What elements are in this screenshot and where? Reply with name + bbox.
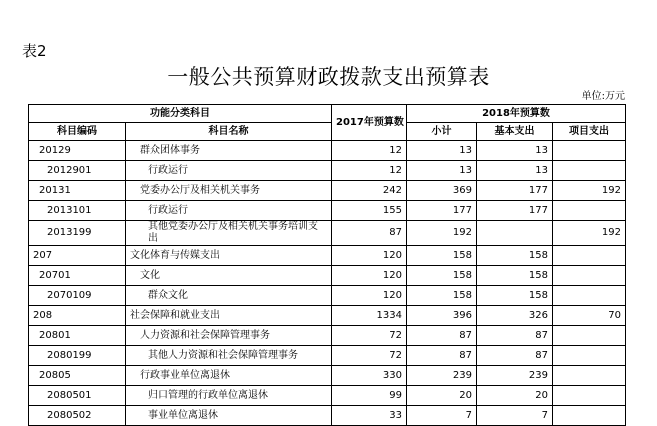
row-name: 归口管理的行政单位离退休 <box>126 386 332 406</box>
row-project <box>553 386 626 406</box>
row-subtotal: 158 <box>407 266 477 286</box>
row-budget-2017: 33 <box>332 406 407 426</box>
row-basic: 158 <box>477 266 553 286</box>
row-subtotal: 192 <box>407 221 477 246</box>
row-name: 党委办公厅及相关机关事务 <box>126 181 332 201</box>
header-basic-expenditure: 基本支出 <box>477 123 553 141</box>
row-budget-2017: 72 <box>332 326 407 346</box>
table-row <box>29 346 626 366</box>
row-basic: 7 <box>477 406 553 426</box>
row-name: 社会保障和就业支出 <box>126 306 332 326</box>
row-budget-2017: 120 <box>332 266 407 286</box>
row-code: 2013101 <box>29 201 126 221</box>
row-code: 20701 <box>29 266 126 286</box>
row-code: 208 <box>29 306 126 326</box>
row-code: 2080199 <box>29 346 126 366</box>
row-budget-2017: 87 <box>332 221 407 246</box>
row-name: 文化 <box>126 266 332 286</box>
budget-table <box>28 104 626 426</box>
row-budget-2017: 120 <box>332 286 407 306</box>
row-subtotal: 87 <box>407 346 477 366</box>
row-project <box>553 346 626 366</box>
header-subtotal: 小计 <box>407 123 477 141</box>
page-title: 一般公共预算财政拨款支出预算表 <box>167 65 490 89</box>
row-name: 事业单位离退休 <box>126 406 332 426</box>
row-subtotal: 7 <box>407 406 477 426</box>
row-code: 2013199 <box>29 221 126 246</box>
row-basic: 158 <box>477 286 553 306</box>
row-subtotal: 20 <box>407 386 477 406</box>
row-basic: 87 <box>477 346 553 366</box>
row-budget-2017: 330 <box>332 366 407 386</box>
table-row <box>29 326 626 346</box>
row-code: 2080501 <box>29 386 126 406</box>
table-row <box>29 246 626 266</box>
row-basic: 87 <box>477 326 553 346</box>
row-basic: 239 <box>477 366 553 386</box>
row-subtotal: 239 <box>407 366 477 386</box>
row-subtotal: 396 <box>407 306 477 326</box>
unit-note: 单位:万元 <box>581 91 625 102</box>
row-project <box>553 141 626 161</box>
table-row <box>29 221 626 246</box>
row-name: 其他人力资源和社会保障管理事务 <box>126 346 332 366</box>
header-budget-2018: 2018年预算数 <box>407 105 626 123</box>
row-subtotal: 13 <box>407 161 477 181</box>
row-subtotal: 13 <box>407 141 477 161</box>
table-row <box>29 266 626 286</box>
row-project: 192 <box>553 181 626 201</box>
row-project <box>553 366 626 386</box>
row-name: 行政事业单位离退休 <box>126 366 332 386</box>
row-project <box>553 246 626 266</box>
row-code: 2080502 <box>29 406 126 426</box>
row-subtotal: 177 <box>407 201 477 221</box>
row-code: 20801 <box>29 326 126 346</box>
row-project <box>553 161 626 181</box>
row-basic: 20 <box>477 386 553 406</box>
row-project <box>553 326 626 346</box>
row-name: 群众文化 <box>126 286 332 306</box>
row-budget-2017: 242 <box>332 181 407 201</box>
row-project <box>553 266 626 286</box>
table-row <box>29 201 626 221</box>
row-subtotal: 158 <box>407 246 477 266</box>
table-row <box>29 161 626 181</box>
row-code: 2070109 <box>29 286 126 306</box>
row-budget-2017: 12 <box>332 141 407 161</box>
header-budget-2017: 2017年预算数 <box>332 105 407 141</box>
header-name: 科目名称 <box>126 123 332 141</box>
row-budget-2017: 120 <box>332 246 407 266</box>
row-basic: 13 <box>477 141 553 161</box>
row-basic <box>477 221 553 246</box>
row-basic: 177 <box>477 201 553 221</box>
table-row <box>29 386 626 406</box>
row-code: 2012901 <box>29 161 126 181</box>
row-budget-2017: 99 <box>332 386 407 406</box>
row-subtotal: 87 <box>407 326 477 346</box>
table-row <box>29 366 626 386</box>
header-project-expenditure: 项目支出 <box>553 123 626 141</box>
table-row <box>29 286 626 306</box>
table-label: 表2 <box>22 42 47 60</box>
header-code: 科目编码 <box>29 123 126 141</box>
row-basic: 13 <box>477 161 553 181</box>
row-name: 人力资源和社会保障管理事务 <box>126 326 332 346</box>
row-code: 20129 <box>29 141 126 161</box>
table-body <box>29 141 626 426</box>
row-basic: 326 <box>477 306 553 326</box>
row-subtotal: 369 <box>407 181 477 201</box>
header-functional-category: 功能分类科目 <box>29 105 332 123</box>
table-row <box>29 181 626 201</box>
row-subtotal: 158 <box>407 286 477 306</box>
row-name: 其他党委办公厅及相关机关事务培训支出 <box>126 221 332 246</box>
row-project <box>553 201 626 221</box>
row-basic: 177 <box>477 181 553 201</box>
row-project <box>553 286 626 306</box>
table-header <box>29 105 626 141</box>
row-budget-2017: 155 <box>332 201 407 221</box>
row-code: 207 <box>29 246 126 266</box>
row-name: 行政运行 <box>126 161 332 181</box>
row-budget-2017: 72 <box>332 346 407 366</box>
table-row <box>29 306 626 326</box>
row-name: 文化体育与传媒支出 <box>126 246 332 266</box>
row-basic: 158 <box>477 246 553 266</box>
row-name: 群众团体事务 <box>126 141 332 161</box>
table-row <box>29 141 626 161</box>
row-code: 20805 <box>29 366 126 386</box>
row-budget-2017: 1334 <box>332 306 407 326</box>
row-project: 70 <box>553 306 626 326</box>
row-budget-2017: 12 <box>332 161 407 181</box>
row-code: 20131 <box>29 181 126 201</box>
row-name: 行政运行 <box>126 201 332 221</box>
row-project: 192 <box>553 221 626 246</box>
